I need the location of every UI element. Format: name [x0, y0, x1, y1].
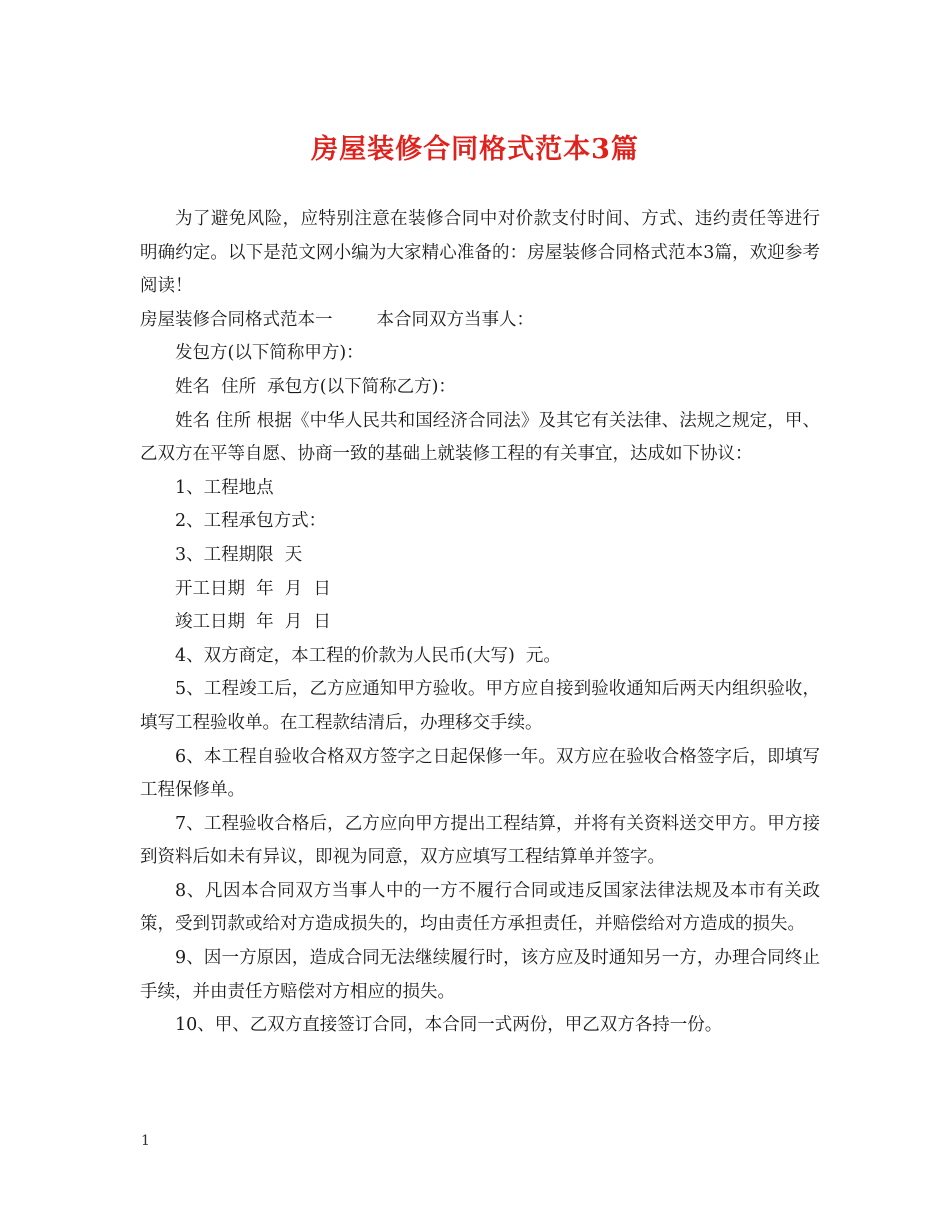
completion-date-line: 竣工日期 年 月 日 [175, 612, 331, 633]
paragraph-employer-info: 姓名 住所 承包方(以下简称乙方)： [175, 376, 456, 397]
paragraph-legal-basis: 姓名 住所 根据《中华人民共和国经济合同法》及其它有关法律、法规之规定，甲、乙双方在平等自愿、协商一致的基础上就装修工程的有关事宜，达成如下协议： [140, 410, 820, 465]
clause-5: 5、工程竣工后，乙方应通知甲方验收。甲方应自接到验收通知后两天内组织验收，填写工程验收单。在工程款结清后，办理移交手续。 [140, 679, 820, 733]
clause-10: 10、甲、乙双方直接签订合同，本合同一式两份，甲乙双方各持一份。 [175, 1015, 723, 1036]
page-number: 1 [141, 1133, 150, 1149]
paragraph-employer: 发包方(以下简称甲方)： [175, 343, 364, 364]
section-heading: 房屋装修合同格式范本一 [140, 309, 333, 330]
document-body [140, 203, 820, 1043]
clause-7: 7、工程验收合格后，乙方应向甲方提出工程结算，并将有关资料送交甲方。甲方接到资料后如未有异议，即视为同意，双方应填写工程结算单并签字。 [140, 813, 820, 868]
intro-paragraph: 为了避免风险，应特别注意在装修合同中对价款支付时间、方式、违约责任等进行明确约定。以下是范文网小编为大家精心准备的：房屋装修合同格式范本3篇，欢迎参考阅读！ [140, 209, 820, 297]
clause-8: 8、凡因本合同双方当事人中的一方不履行合同或违反国家法律法规及本市有关政策，受到罚款或给对方造成损失的，均由责任方承担责任，并赔偿给对方造成的损失。 [140, 880, 820, 935]
clause-3: 3、工程期限 天 [175, 544, 303, 565]
section-heading-line [140, 304, 820, 338]
clause-1: 1、工程地点 [175, 477, 274, 498]
clause-6: 6、本工程自验收合格双方签字之日起保修一年。双方应在验收合格签字后，即填写工程保修单。 [140, 746, 820, 801]
start-date-line: 开工日期 年 月 日 [175, 578, 331, 599]
section-heading-tail: 本合同双方当事人： [376, 309, 534, 330]
clause-4: 4、双方商定，本工程的价款为人民币(大写) 元。 [175, 645, 561, 666]
clause-2: 2、工程承包方式： [175, 511, 327, 532]
document-title: 房屋装修合同格式范本3篇 [311, 134, 639, 165]
clause-9: 9、因一方原因，造成合同无法继续履行时，该方应及时通知另一方，办理合同终止手续，并由责任方赔偿对方相应的损失。 [140, 948, 820, 1002]
